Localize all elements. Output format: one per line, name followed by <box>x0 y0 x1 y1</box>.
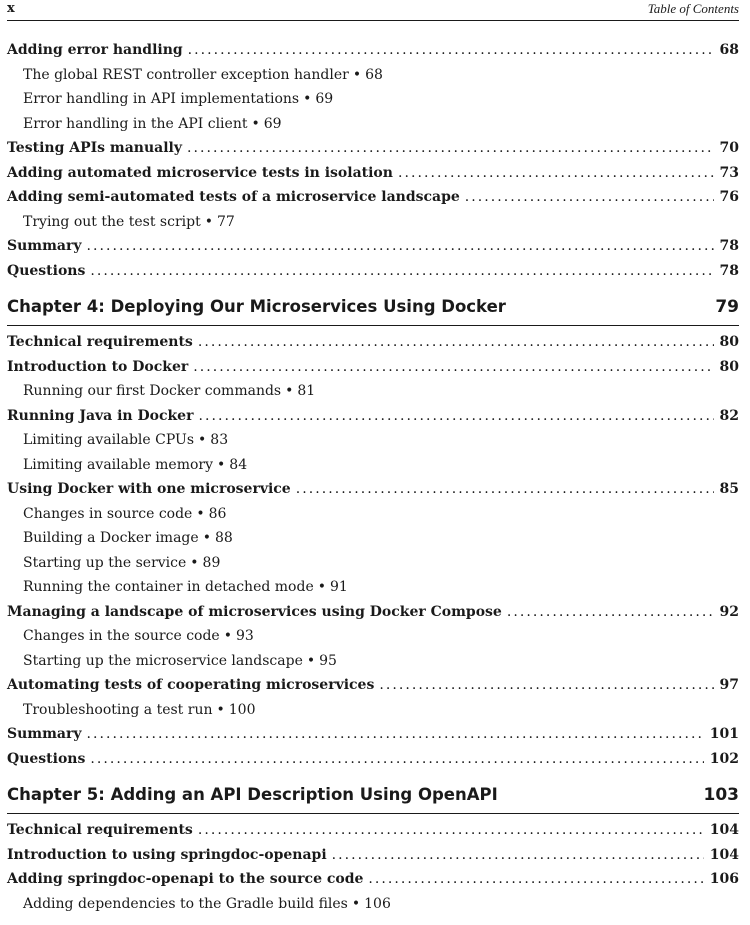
toc-entry-label: Summary <box>7 238 82 254</box>
toc-entry[interactable] <box>7 867 739 892</box>
toc-subentry-label: Adding dependencies to the Gradle build files <box>23 895 348 912</box>
bullet-separator: • <box>202 530 211 546</box>
toc-subentry-label: Limiting available CPUs <box>23 432 195 448</box>
toc-subentry-page: 93 <box>235 628 254 644</box>
toc-entry[interactable] <box>7 747 739 772</box>
toc-subentry[interactable] <box>7 526 739 551</box>
toc-subentry[interactable] <box>7 551 739 576</box>
toc-entry-label: Adding error handling <box>7 42 183 58</box>
toc-subentry-page: 89 <box>202 554 221 571</box>
table-of-contents <box>7 38 739 916</box>
toc-entry-page: 80 <box>719 334 739 350</box>
toc-subentry-page: 88 <box>214 530 233 546</box>
toc-subentry-page: 77 <box>216 213 235 230</box>
dot-leader <box>188 38 714 63</box>
toc-entry-page: 106 <box>709 871 739 887</box>
toc-subentry-label: Trying out the test script <box>23 213 201 230</box>
toc-entry-page: 73 <box>719 164 739 181</box>
toc-entry-label: Managing a landscape of microservices using Docker Compose <box>7 603 502 620</box>
toc-entry-label: Running Java in Docker <box>7 407 194 424</box>
toc-subentry-label: The global REST controller exception handler <box>23 66 349 83</box>
toc-entry-label: Adding semi-automated tests of a microservice landscape <box>7 189 460 205</box>
toc-subentry-label: Changes in source code <box>23 505 193 522</box>
bullet-separator: • <box>352 66 362 83</box>
dot-leader <box>465 185 714 210</box>
toc-entry[interactable] <box>7 136 739 161</box>
toc-entry-page: 82 <box>719 407 739 424</box>
bullet-separator: • <box>217 456 226 473</box>
toc-subentry-label: Starting up the service <box>23 554 187 571</box>
toc-subentry[interactable] <box>7 502 739 527</box>
toc-entry-page: 92 <box>719 603 739 620</box>
bullet-separator: • <box>198 432 207 448</box>
chapter-title: Chapter 5: Adding an API Description Using OpenAPI <box>7 785 498 804</box>
toc-subentry[interactable] <box>7 892 739 917</box>
toc-entry-page: 68 <box>719 42 739 58</box>
toc-subentry-label: Starting up the microservice landscape <box>23 652 303 669</box>
toc-entry-label: Introduction to Docker <box>7 358 189 375</box>
toc-entry[interactable] <box>7 259 739 284</box>
toc-entry[interactable] <box>7 673 739 698</box>
toc-subentry-label: Changes in the source code <box>23 628 220 644</box>
toc-entry-page: 85 <box>719 481 739 497</box>
toc-entry[interactable] <box>7 477 739 502</box>
chapter-heading[interactable] <box>7 288 739 326</box>
toc-entry[interactable] <box>7 722 739 747</box>
toc-section-chapter-4 <box>7 330 739 771</box>
bullet-separator: • <box>216 701 225 718</box>
toc-entry-label: Summary <box>7 726 82 742</box>
running-title: Table of Contents <box>647 1 739 16</box>
dot-leader <box>198 330 714 355</box>
chapter-title: Chapter 4: Deploying Our Microservices Using Docker <box>7 297 506 316</box>
toc-subentry-label: Limiting available memory <box>23 456 214 473</box>
toc-entry[interactable] <box>7 843 739 868</box>
chapter-page: 103 <box>703 785 739 805</box>
toc-entry[interactable] <box>7 600 739 625</box>
toc-entry[interactable] <box>7 234 739 259</box>
toc-entry[interactable] <box>7 161 739 186</box>
toc-entry-page: 104 <box>709 846 739 863</box>
toc-subentry-page: 95 <box>319 652 337 669</box>
toc-subentry-page: 106 <box>364 895 391 912</box>
toc-section-continued <box>7 38 739 283</box>
page-number: x <box>7 1 15 16</box>
bullet-separator: • <box>196 505 205 522</box>
toc-entry[interactable] <box>7 355 739 380</box>
toc-subentry[interactable] <box>7 112 739 137</box>
bullet-separator: • <box>303 91 312 107</box>
toc-subentry-page: 91 <box>330 579 348 595</box>
toc-entry[interactable] <box>7 38 739 63</box>
toc-entry-label: Questions <box>7 262 86 279</box>
toc-entry-label: Technical requirements <box>7 334 193 350</box>
dot-leader <box>187 136 714 161</box>
toc-entry-page: 97 <box>719 677 739 693</box>
toc-subentry-page: 68 <box>365 66 383 83</box>
toc-subentry-label: Error handling in the API client <box>23 115 248 132</box>
toc-entry-page: 78 <box>719 238 739 254</box>
bullet-separator: • <box>351 895 361 912</box>
dot-leader <box>90 747 703 772</box>
toc-entry-page: 76 <box>719 189 739 205</box>
dot-leader <box>379 673 713 698</box>
toc-entry-page: 70 <box>719 140 739 156</box>
bullet-separator: • <box>223 628 232 644</box>
dot-leader <box>296 477 714 502</box>
toc-entry-page: 78 <box>719 262 739 279</box>
toc-entry-label: Using Docker with one microservice <box>7 481 291 497</box>
chapter-heading[interactable] <box>7 776 739 814</box>
toc-subentry-page: 81 <box>297 383 316 399</box>
dot-leader <box>193 355 713 380</box>
bullet-separator: • <box>317 579 326 595</box>
toc-subentry-page: 100 <box>228 701 256 718</box>
toc-subentry-page: 86 <box>208 505 227 522</box>
toc-entry-page: 80 <box>719 358 739 375</box>
toc-entry-page: 102 <box>709 750 739 767</box>
dot-leader <box>368 867 703 892</box>
dot-leader <box>90 259 713 284</box>
dot-leader <box>332 843 704 868</box>
page-header <box>7 0 739 21</box>
bullet-separator: • <box>251 115 260 132</box>
toc-subentry-label: Error handling in API implementations <box>23 91 300 107</box>
toc-subentry-label: Running the container in detached mode <box>23 579 314 595</box>
toc-subentry[interactable] <box>7 210 739 235</box>
toc-entry[interactable] <box>7 404 739 429</box>
toc-entry[interactable] <box>7 818 739 843</box>
dot-leader <box>198 818 704 843</box>
dot-leader <box>507 600 714 625</box>
toc-subentry[interactable] <box>7 649 739 674</box>
toc-entry-label: Questions <box>7 750 86 767</box>
toc-subentry-page: 84 <box>229 456 248 473</box>
toc-subentry-page: 69 <box>263 115 282 132</box>
toc-subentry[interactable] <box>7 63 739 88</box>
bullet-separator: • <box>306 652 316 669</box>
toc-entry-label: Introduction to using springdoc-openapi <box>7 846 327 863</box>
dot-leader <box>398 161 714 186</box>
toc-subentry[interactable] <box>7 698 739 723</box>
toc-subentry-page: 69 <box>315 91 334 107</box>
toc-entry[interactable] <box>7 185 739 210</box>
toc-subentry[interactable] <box>7 453 739 478</box>
bullet-separator: • <box>204 213 213 230</box>
toc-section-chapter-5 <box>7 818 739 916</box>
toc-entry-label: Automating tests of cooperating microservices <box>7 677 375 693</box>
toc-entry-page: 101 <box>709 726 739 742</box>
toc-subentry[interactable] <box>7 575 739 600</box>
toc-subentry[interactable] <box>7 624 739 649</box>
dot-leader <box>87 234 714 259</box>
toc-subentry[interactable] <box>7 428 739 453</box>
toc-entry-label: Technical requirements <box>7 822 193 838</box>
toc-subentry[interactable] <box>7 379 739 404</box>
toc-entry-page: 104 <box>709 822 739 838</box>
toc-subentry-label: Troubleshooting a test run <box>23 701 213 718</box>
bullet-separator: • <box>190 554 199 571</box>
toc-entry-label: Testing APIs manually <box>7 140 183 156</box>
toc-subentry-label: Running our first Docker commands <box>23 383 282 399</box>
dot-leader <box>198 404 713 429</box>
toc-subentry-page: 83 <box>210 432 229 448</box>
chapter-page: 79 <box>715 297 739 317</box>
toc-entry-label: Adding automated microservice tests in isolation <box>7 164 393 181</box>
dot-leader <box>87 722 704 747</box>
toc-subentry[interactable] <box>7 87 739 112</box>
toc-entry[interactable] <box>7 330 739 355</box>
toc-entry-label: Adding springdoc-openapi to the source code <box>7 871 364 887</box>
toc-subentry-label: Building a Docker image <box>23 530 199 546</box>
bullet-separator: • <box>285 383 294 399</box>
